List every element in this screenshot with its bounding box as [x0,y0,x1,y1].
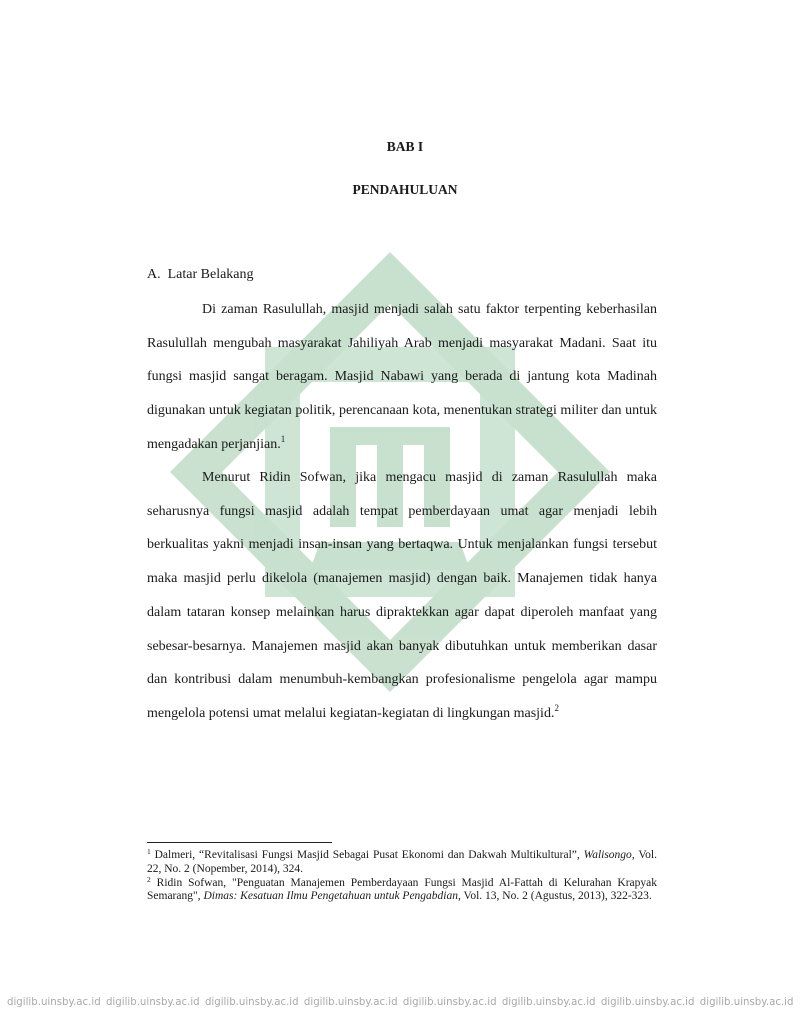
footnote-text: Dalmeri, “Revitalisasi Fungsi Masjid Sebagai Pusat Ekonomi dan Dakwah Multikultural”, [150,849,584,861]
footnote-number: 2 [147,874,151,884]
section-label: A. [147,267,161,282]
section-title: Latar Belakang [167,267,254,282]
footnote-source-title: Walisongo [583,849,632,861]
footnote-text-end: , Vol. 22, No. 2 (Nopember, 2014), 324. [147,849,657,875]
footnote-ref: 1 [280,433,286,444]
footnote-text: Ridin Sofwan, "Penguatan Manajemen Pemberdayaan Fungsi Masjid Al-Fattah di Kelurahan Krapyak Semarang", [147,876,657,903]
footnote-text-end: , Vol. 13, No. 2 (Agustus, 2013), 322-323. [458,890,652,903]
footnote-divider [147,842,332,843]
repository-link[interactable]: digilib.uinsby.ac.id [303,997,398,1008]
repository-link[interactable]: digilib.uinsby.ac.id [699,997,794,1008]
paragraph [147,461,657,731]
chapter-number: BAB I [386,139,424,154]
repository-footer [0,997,794,1013]
chapter-title: PENDAHULUAN [352,182,458,197]
repository-link[interactable]: digilib.uinsby.ac.id [204,997,299,1008]
footnotes [147,849,657,904]
repository-link[interactable]: digilib.uinsby.ac.id [105,997,200,1008]
footnote-number: 1 [147,847,151,856]
footnote-source-title: Dimas: Kesatuan Ilmu Pengetahuan untuk Pengabdian [203,890,458,903]
paragraph-text: Di zaman Rasulullah, masjid menjadi salah satu faktor terpenting keberhasilan Rasulullah mengubah masyarakat Jahiliyah Arab menjadi masyarakat Madani. Saat itu fungsi masjid sangat beragam. Masjid Nabawi yang berada di jantung kota Madinah digunakan untuk kegiatan politik, perencanaan kota, menentukan strategi militer dan untuk mengadakan perjanjian. [147,302,657,452]
repository-link[interactable]: digilib.uinsby.ac.id [7,997,101,1008]
footnote-ref: 2 [554,702,559,713]
paragraph-text: Menurut Ridin Sofwan, jika mengacu masjid di zaman Rasulullah maka seharusnya fungsi masjid adalah tempat pemberdayaan umat agar menjadi lebih berkualitas yakni menjadi insan-insan yang bertaqwa. Untuk menjalankan fungsi tersebut maka masjid perlu dikelola (manajemen masjid) dengan baik. Manajemen tidak hanya dalam tataran konsep melainkan harus dipraktekkan agar dapat diperoleh manfaat yang sebesar-besarnya. Manajemen masjid akan banyak dibutuhkan untuk memberikan dasar dan kontribusi dalam menumbuh-kembangkan profesionalisme pengelola agar mampu mengelola potensi umat melalui kegiatan-kegiatan di lingkungan masjid. [147,470,657,721]
repository-link[interactable]: digilib.uinsby.ac.id [402,997,497,1008]
repository-link[interactable]: digilib.uinsby.ac.id [600,997,695,1008]
footnote [147,874,657,905]
footnote [147,849,657,877]
section-heading [147,267,254,283]
repository-link[interactable]: digilib.uinsby.ac.id [501,997,596,1008]
paragraph [147,293,657,462]
